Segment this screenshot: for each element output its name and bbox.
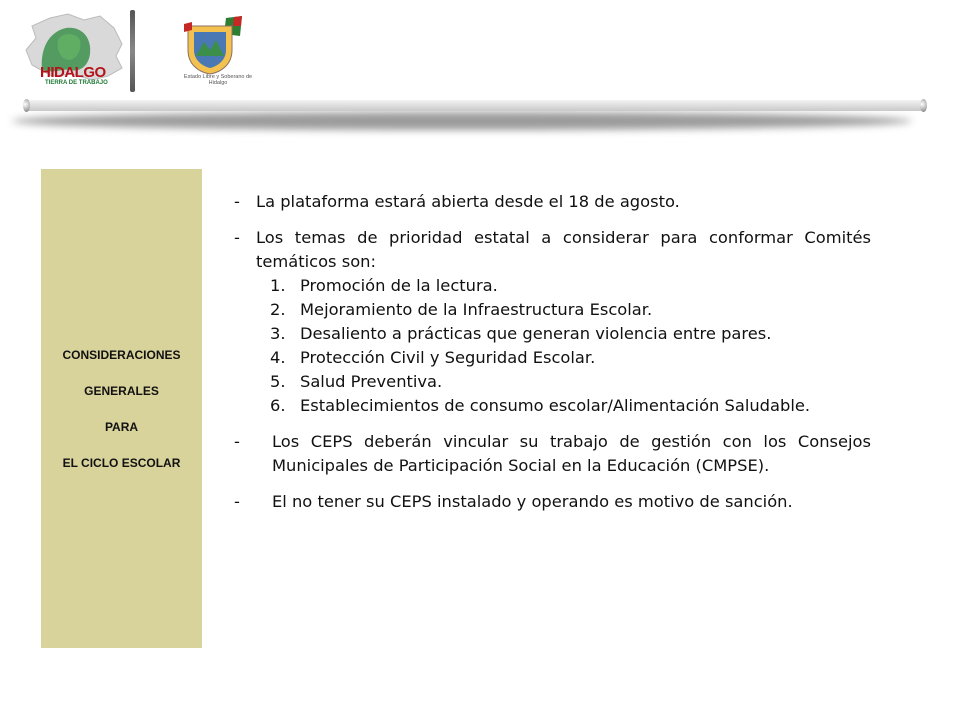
paragraph-text: El no tener su CEPS instalado y operando es motivo de sanción. [272, 492, 793, 511]
list-number: 6. [270, 396, 286, 415]
list-text: Promoción de la lectura. [300, 276, 498, 295]
sidebar-line-1: CONSIDERACIONES [62, 347, 181, 362]
list-item [270, 346, 871, 370]
coat-of-arms-caption: Estado Libre y Soberano de Hidalgo [183, 74, 253, 86]
paragraph-text: La plataforma estará abierta desde el 18 de agosto. [256, 192, 680, 211]
sidebar-line-4: EL CICLO ESCOLAR [62, 455, 181, 470]
bullet-dash: - [234, 228, 240, 247]
header-rule-cap-left [23, 99, 30, 112]
sidebar-line-3: PARA [104, 419, 139, 434]
hidalgo-tagline: TIERRA DE TRABAJO [45, 80, 108, 86]
header-rule-shadow [12, 112, 912, 130]
list-number: 3. [270, 324, 286, 343]
list-text: Establecimientos de consumo escolar/Alimentación Saludable. [300, 396, 811, 415]
list-item [270, 322, 871, 346]
list-number: 5. [270, 372, 286, 391]
list-item [270, 298, 871, 322]
bullet-dash: - [234, 492, 240, 511]
paragraph-text: Los CEPS deberán vincular su trabajo de gestión con los Consejos Municipales de Participación Social en la Educación (CMPSE). [272, 432, 871, 475]
list-item [270, 370, 871, 394]
hidalgo-wordmark: HIDALGO [40, 64, 106, 81]
paragraph-3 [228, 430, 871, 478]
paragraph-2 [228, 226, 871, 274]
paragraph-text: Los temas de prioridad estatal a considerar para conformar Comités temáticos son: [256, 228, 871, 271]
list-text: Salud Preventiva. [300, 372, 443, 391]
priority-topics-list [270, 274, 871, 418]
header [0, 0, 960, 140]
header-rule-bar [26, 100, 924, 111]
paragraph-1 [228, 190, 871, 214]
list-number: 1. [270, 276, 286, 295]
header-rule [12, 98, 928, 136]
sidebar-title-panel [41, 169, 202, 648]
list-item [270, 394, 871, 418]
list-text: Desaliento a prácticas que generan violencia entre pares. [300, 324, 772, 343]
list-text: Mejoramiento de la Infraestructura Escolar. [300, 300, 653, 319]
logo-divider [130, 10, 135, 92]
list-item [270, 274, 871, 298]
list-text: Protección Civil y Seguridad Escolar. [300, 348, 596, 367]
header-rule-cap-right [920, 99, 927, 112]
sidebar-line-2: GENERALES [84, 383, 159, 398]
main-content [228, 190, 871, 526]
paragraph-4 [228, 490, 871, 514]
bullet-dash: - [234, 192, 240, 211]
list-number: 2. [270, 300, 286, 319]
bullet-dash: - [234, 432, 240, 451]
list-number: 4. [270, 348, 286, 367]
